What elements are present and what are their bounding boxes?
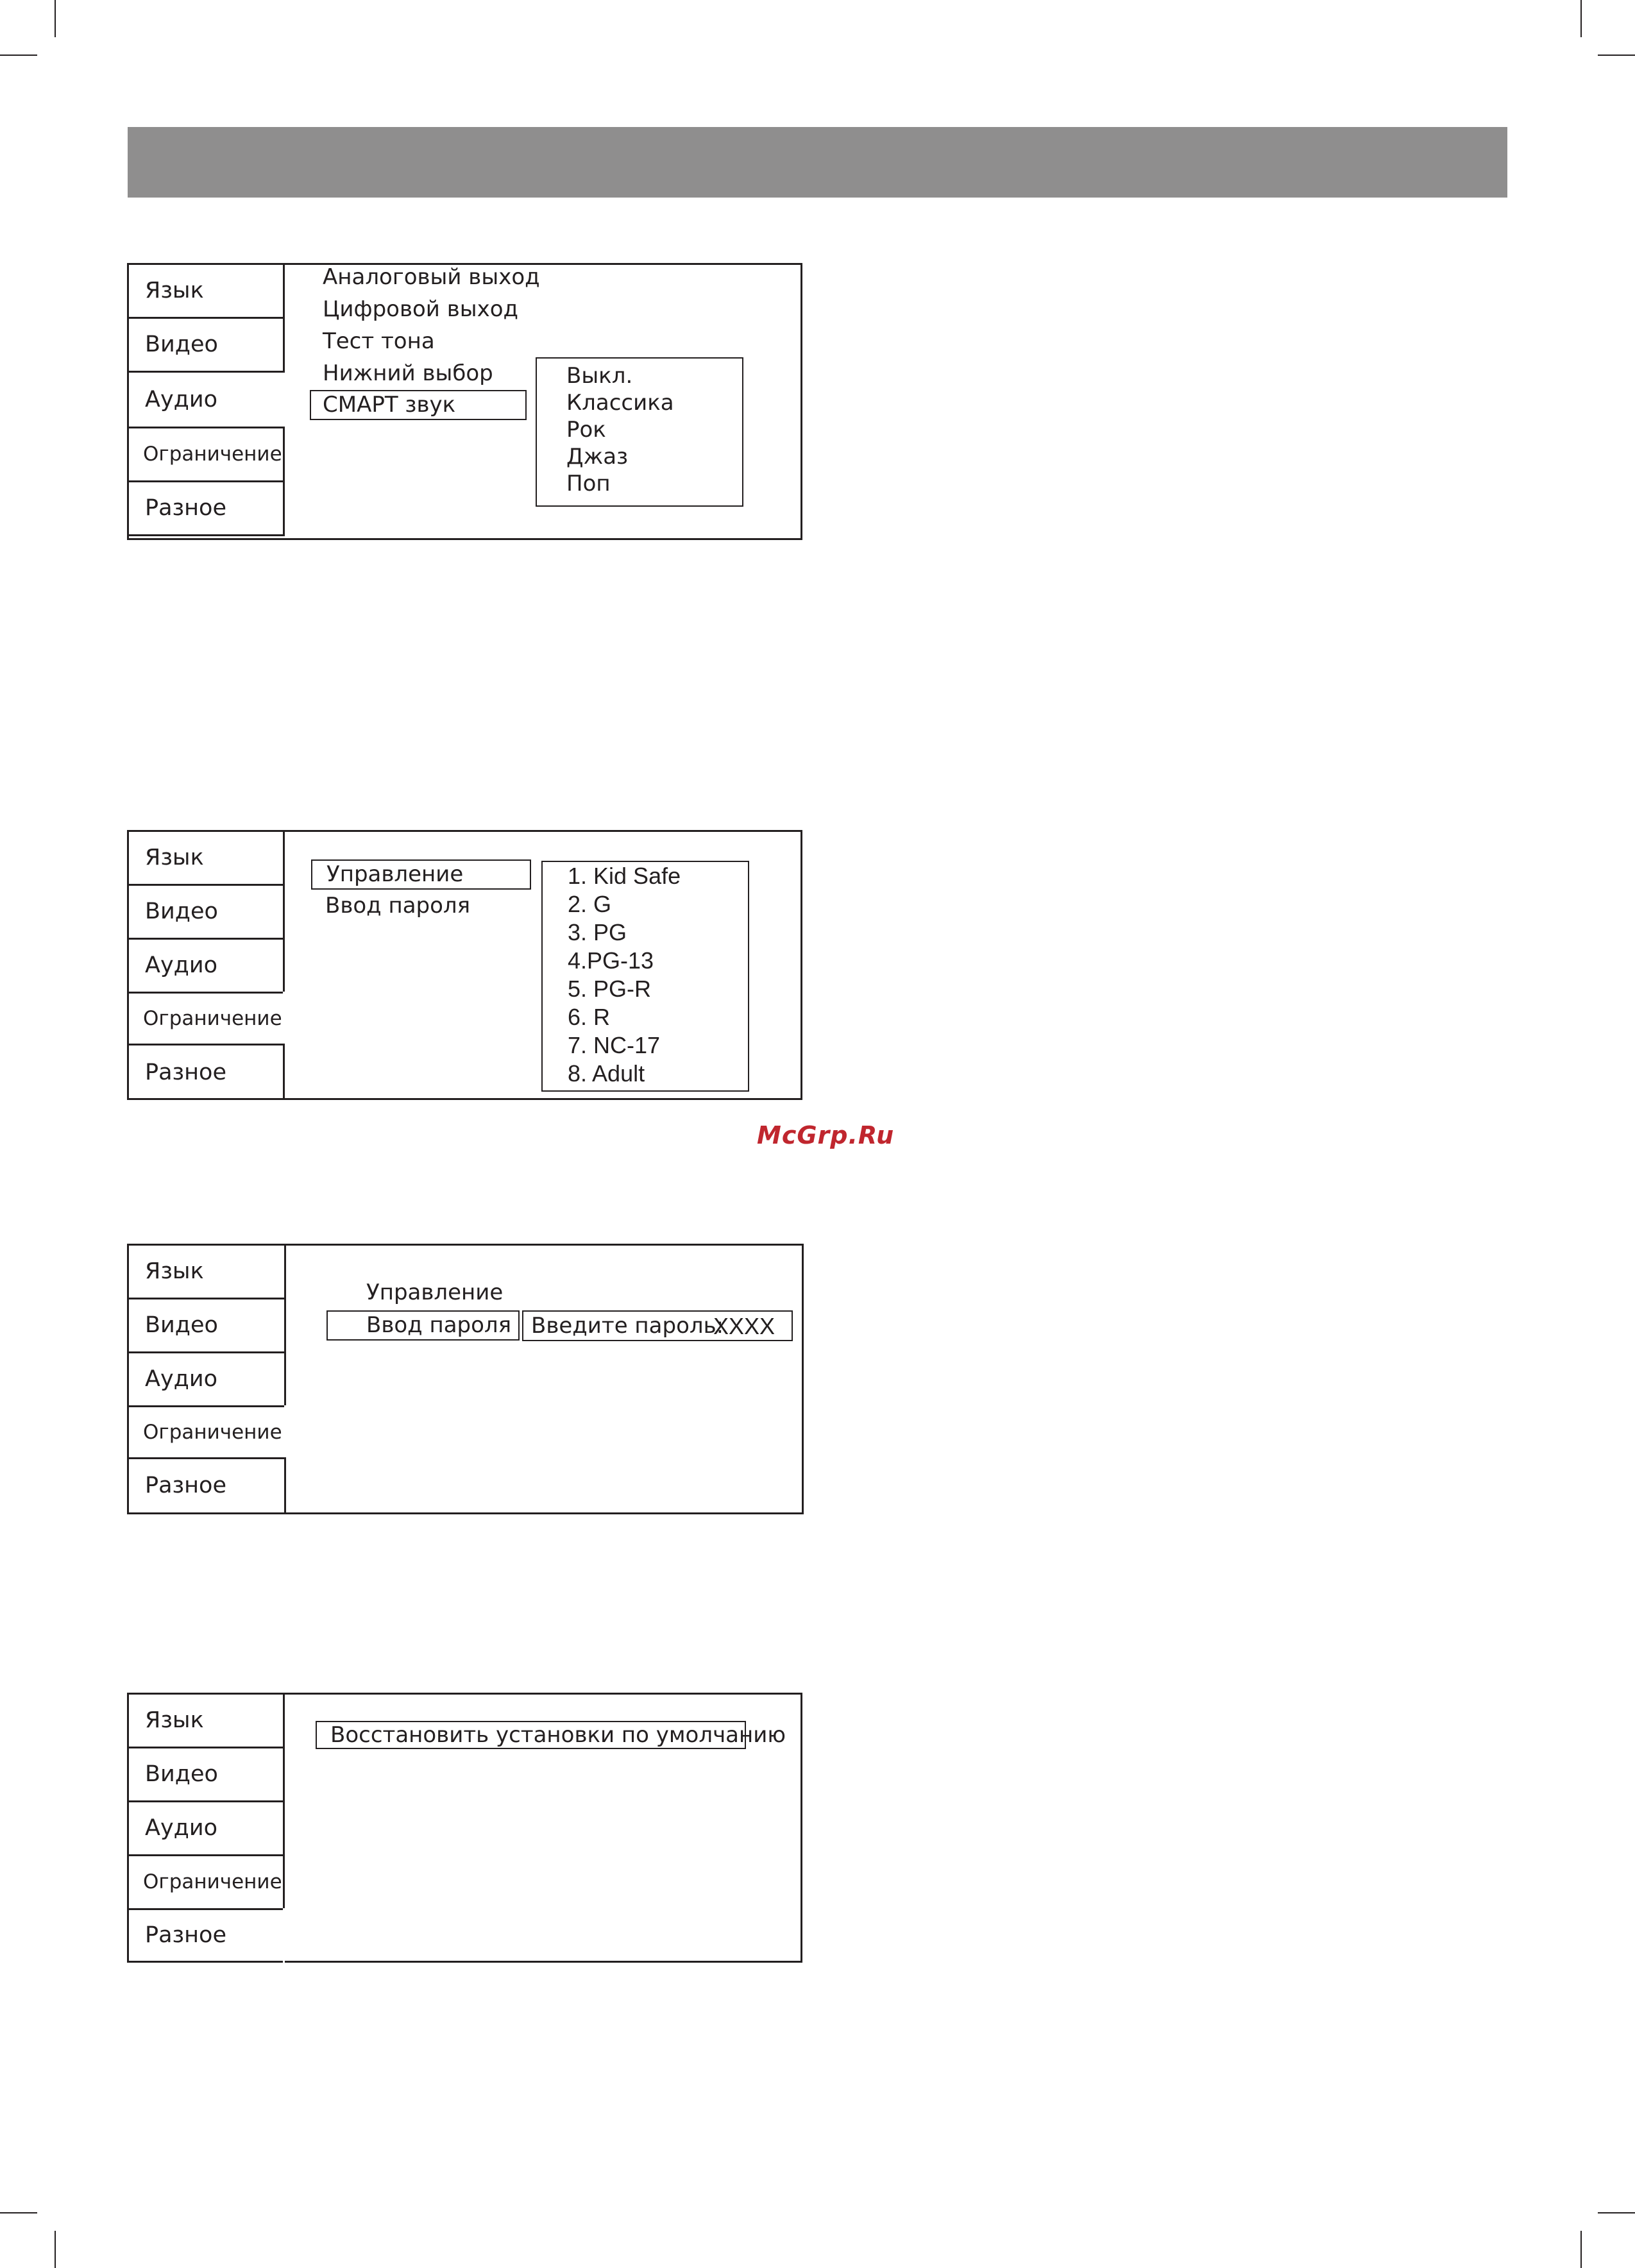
tab-label: Язык [145,845,204,870]
crop-mark [55,0,56,37]
tab-label: Ограничение [143,1006,282,1030]
smart-sound-submenu [536,357,743,507]
tab-label: Видео [145,899,218,924]
tab-label: Ограничение [143,443,282,466]
menu-item-enter-password[interactable]: Ввод пароля [325,893,471,918]
crop-mark [1580,2231,1582,2268]
rating-option[interactable]: 5. PG-R [568,976,652,1002]
menu-item-enter-password-selected[interactable] [326,1310,520,1341]
crop-mark [55,2231,56,2268]
tab-language[interactable] [127,263,285,319]
tab-label: Аудио [145,386,218,412]
tab-label: Аудио [145,1366,218,1392]
tab-label: Разное [145,1473,226,1498]
submenu-option[interactable]: Поп [566,471,611,496]
tab-label: Видео [145,1312,218,1338]
menu-item-label: Восстановить установки по умолчанию [330,1722,786,1748]
menu-item-label: СМАРТ звук [323,392,456,418]
tab-label: Аудио [145,952,218,978]
tab-label: Видео [145,332,218,357]
tab-misc[interactable] [127,480,285,536]
menu-item-control-selected[interactable] [311,859,531,890]
menu-item-control[interactable]: Управление [366,1280,504,1305]
tab-label: Язык [145,1258,204,1284]
restriction-setup-panel [127,830,802,1100]
tab-video[interactable] [127,1747,285,1802]
password-entry-field[interactable] [522,1310,793,1341]
tab-misc[interactable] [127,1457,286,1514]
tab-label: Разное [145,1922,226,1948]
submenu-option[interactable]: Выкл. [566,363,633,389]
password-value: XXXX [713,1313,775,1339]
menu-item-digital-out[interactable]: Цифровой выход [323,296,519,322]
submenu-option[interactable]: Джаз [566,444,629,470]
tab-video[interactable] [127,1298,286,1353]
tab-label: Ограничение [143,1870,282,1893]
menu-item-downmix[interactable]: Нижний выбор [323,360,493,386]
tab-audio[interactable] [127,938,285,994]
rating-option[interactable]: 4.PG-13 [568,947,654,974]
rating-option[interactable]: 8. Adult [568,1060,645,1087]
tab-language[interactable] [127,1244,286,1299]
rating-option[interactable]: 3. PG [568,919,627,945]
password-prompt-label: Введите пароль: [531,1313,724,1339]
tab-label: Язык [145,278,204,303]
tab-misc[interactable] [127,1908,285,1963]
tab-label: Аудио [145,1815,218,1841]
tab-misc[interactable] [127,1044,285,1100]
watermark: McGrp.Ru [757,1121,895,1149]
crop-mark [1580,0,1582,37]
rating-option[interactable]: 6. R [568,1004,611,1030]
tab-video[interactable] [127,317,285,373]
tab-label: Ограничение [143,1420,282,1444]
audio-setup-panel [127,263,802,540]
tab-label: Язык [145,1707,204,1733]
crop-mark [0,2212,37,2213]
menu-item-smart-sound-selected[interactable] [310,390,527,420]
tab-language[interactable] [127,830,285,886]
password-setup-panel [127,1244,804,1514]
header-bar [128,127,1507,198]
tab-restriction[interactable] [127,427,285,482]
rating-list [541,861,749,1092]
misc-setup-panel [127,1693,802,1963]
restore-defaults-button[interactable] [316,1721,786,1749]
rating-option[interactable]: 7. NC-17 [568,1032,661,1058]
menu-item-label: Управление [326,861,464,887]
rating-option[interactable]: 1. Kid Safe [568,863,681,889]
tab-restriction[interactable] [127,1405,286,1459]
submenu-option[interactable]: Классика [566,390,674,416]
crop-mark [0,55,37,56]
menu-item-test-tone[interactable]: Тест тона [323,328,435,354]
crop-mark [1598,2212,1635,2213]
menu-item-analog-out[interactable]: Аналоговый выход [323,264,540,290]
tab-label: Разное [145,1060,226,1085]
tab-restriction[interactable] [127,992,285,1045]
rating-option[interactable]: 2. G [568,891,612,917]
tab-label: Видео [145,1761,218,1787]
crop-mark [1598,55,1635,56]
tab-label: Разное [145,495,226,521]
tab-restriction[interactable] [127,1854,285,1910]
tab-language[interactable] [127,1693,285,1748]
tab-audio[interactable] [127,373,285,427]
tab-audio[interactable] [127,1800,285,1856]
tab-audio[interactable] [127,1351,286,1407]
submenu-option[interactable]: Рок [566,417,606,443]
menu-item-label: Ввод пароля [366,1312,512,1338]
tab-video[interactable] [127,884,285,940]
